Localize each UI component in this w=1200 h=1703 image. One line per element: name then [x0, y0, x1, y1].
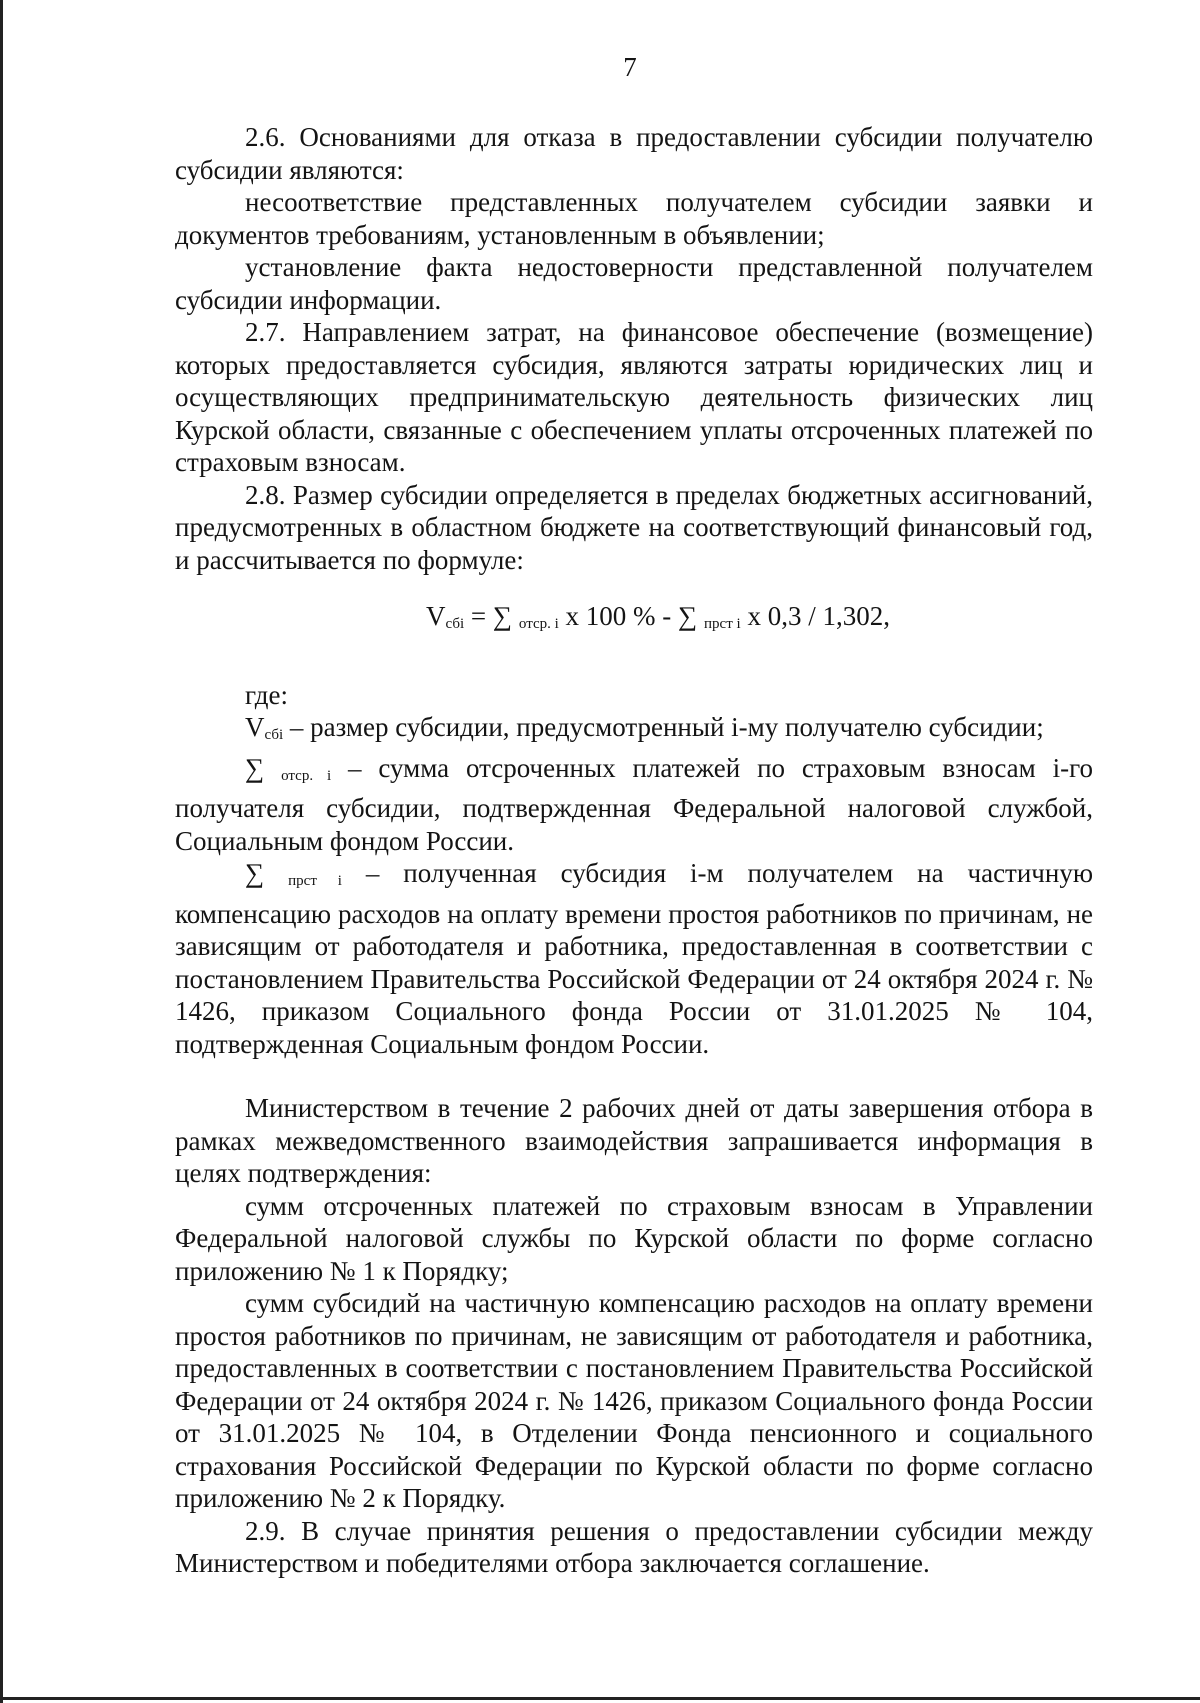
definition-deferred-text: – сумма отсроченных платежей по страховым взносам i-го получателя субсидии, подтвержденная Федеральной налоговой службой, Социальным фондом России. [175, 752, 1094, 856]
definition-v-text: – размер субсидии, предусмотренный i-му получателю субсидии; [283, 712, 1044, 742]
formula-mid: х 100 % - ∑ [558, 601, 705, 631]
paragraph-2-7: 2.7. Направлением затрат, на финансовое обеспечение (возмещение) которых предоставляется субсидия, являются затраты юридических лиц и осуществляющих предпринимательскую деятельность физических лиц Курской области, связанные с обеспечением уплаты отсроченных платежей по страховым взносам. [175, 317, 1093, 477]
page-number: 7 [623, 52, 637, 82]
paragraph-gap [175, 1060, 1093, 1092]
definition-deferred-symbol: ∑ [245, 752, 282, 783]
paragraph-request-tax: сумм отсроченных платежей по страховым взносам в Управлении Федеральной налоговой службы по Курской области по форме согласно приложению № 1 к Порядку; [175, 1190, 1093, 1286]
subsidy-formula [223, 600, 1093, 641]
paragraph-2-9: 2.9. В случае принятия решения о предоставлении субсидии между Министерством и победителями отбора заключается соглашение. [175, 1515, 1093, 1578]
definition-v-symbol: V [245, 712, 265, 742]
definition-v-sub: сбi [264, 727, 284, 743]
definition-downtime-sum [175, 857, 1093, 1060]
scan-left-edge [0, 0, 3, 1703]
definition-downtime-symbol: ∑ [245, 858, 289, 888]
definition-deferred-sub: отср. i [281, 767, 332, 784]
formula-v-sub: сбi [445, 616, 465, 632]
definition-downtime-text: – полученная субсидия i-м получателем на частичную компенсацию расходов на оплату времени простоя работников по причинам, не зависящим от работодателя и работника, предоставленная в соответствии с постановлением Правительства Российской Федерации от 24 октября 2024 г. № 1426, приказом Социального фонда России от 31.01.2025 № 104, подтвержденная Социальным фондом России. [175, 858, 1093, 1059]
definition-downtime-sub: прст i [288, 873, 342, 889]
formula-sum1-sub: отср. i [518, 616, 559, 632]
definitions-where: где: [245, 679, 288, 710]
formula-v: V [426, 601, 446, 631]
paragraph-refusal-reason-1: несоответствие представленных получателем субсидии заявки и документов требованиям, установленным в объявлении; [175, 187, 1093, 250]
document-body [175, 121, 1093, 1580]
definition-deferred-sum [175, 752, 1093, 858]
paragraph-refusal-reason-2: установление факта недостоверности представленной получателем субсидии информации. [175, 252, 1093, 315]
paragraph-2-8: 2.8. Размер субсидии определяется в пределах бюджетных ассигнований, предусмотренных в областном бюджете на соответствующий финансовый год, и рассчитывается по формуле: [175, 479, 1093, 575]
paragraph-request-fund: сумм субсидий на частичную компенсацию расходов на оплату времени простоя работников по причинам, не зависящим от работодателя и работника, предоставленных в соответствии с постановлением Правительства Российской Федерации от 24 октября 2024 г. № 1426, приказом Социального фонда России от 31.01.2025 № 104, в Отделении Фонда пенсионного и социального страхования Российской Федерации по Курской области по форме согласно приложению № 2 к Порядку. [175, 1288, 1093, 1513]
paragraph-2-6: 2.6. Основаниями для отказа в предоставлении субсидии получателю субсидии являются: [175, 122, 1093, 185]
scan-bottom-edge [0, 1697, 1200, 1700]
paragraph-ministry-request: Министерством в течение 2 рабочих дней от даты завершения отбора в рамках межведомственного взаимодействия запрашивается информация в целях подтверждения: [175, 1093, 1093, 1188]
formula-sum2-sub: прст i [704, 616, 741, 632]
formula-tail: х 0,3 / 1,302, [740, 601, 890, 631]
definition-v [175, 711, 1093, 752]
formula-eq: = ∑ [464, 601, 519, 631]
